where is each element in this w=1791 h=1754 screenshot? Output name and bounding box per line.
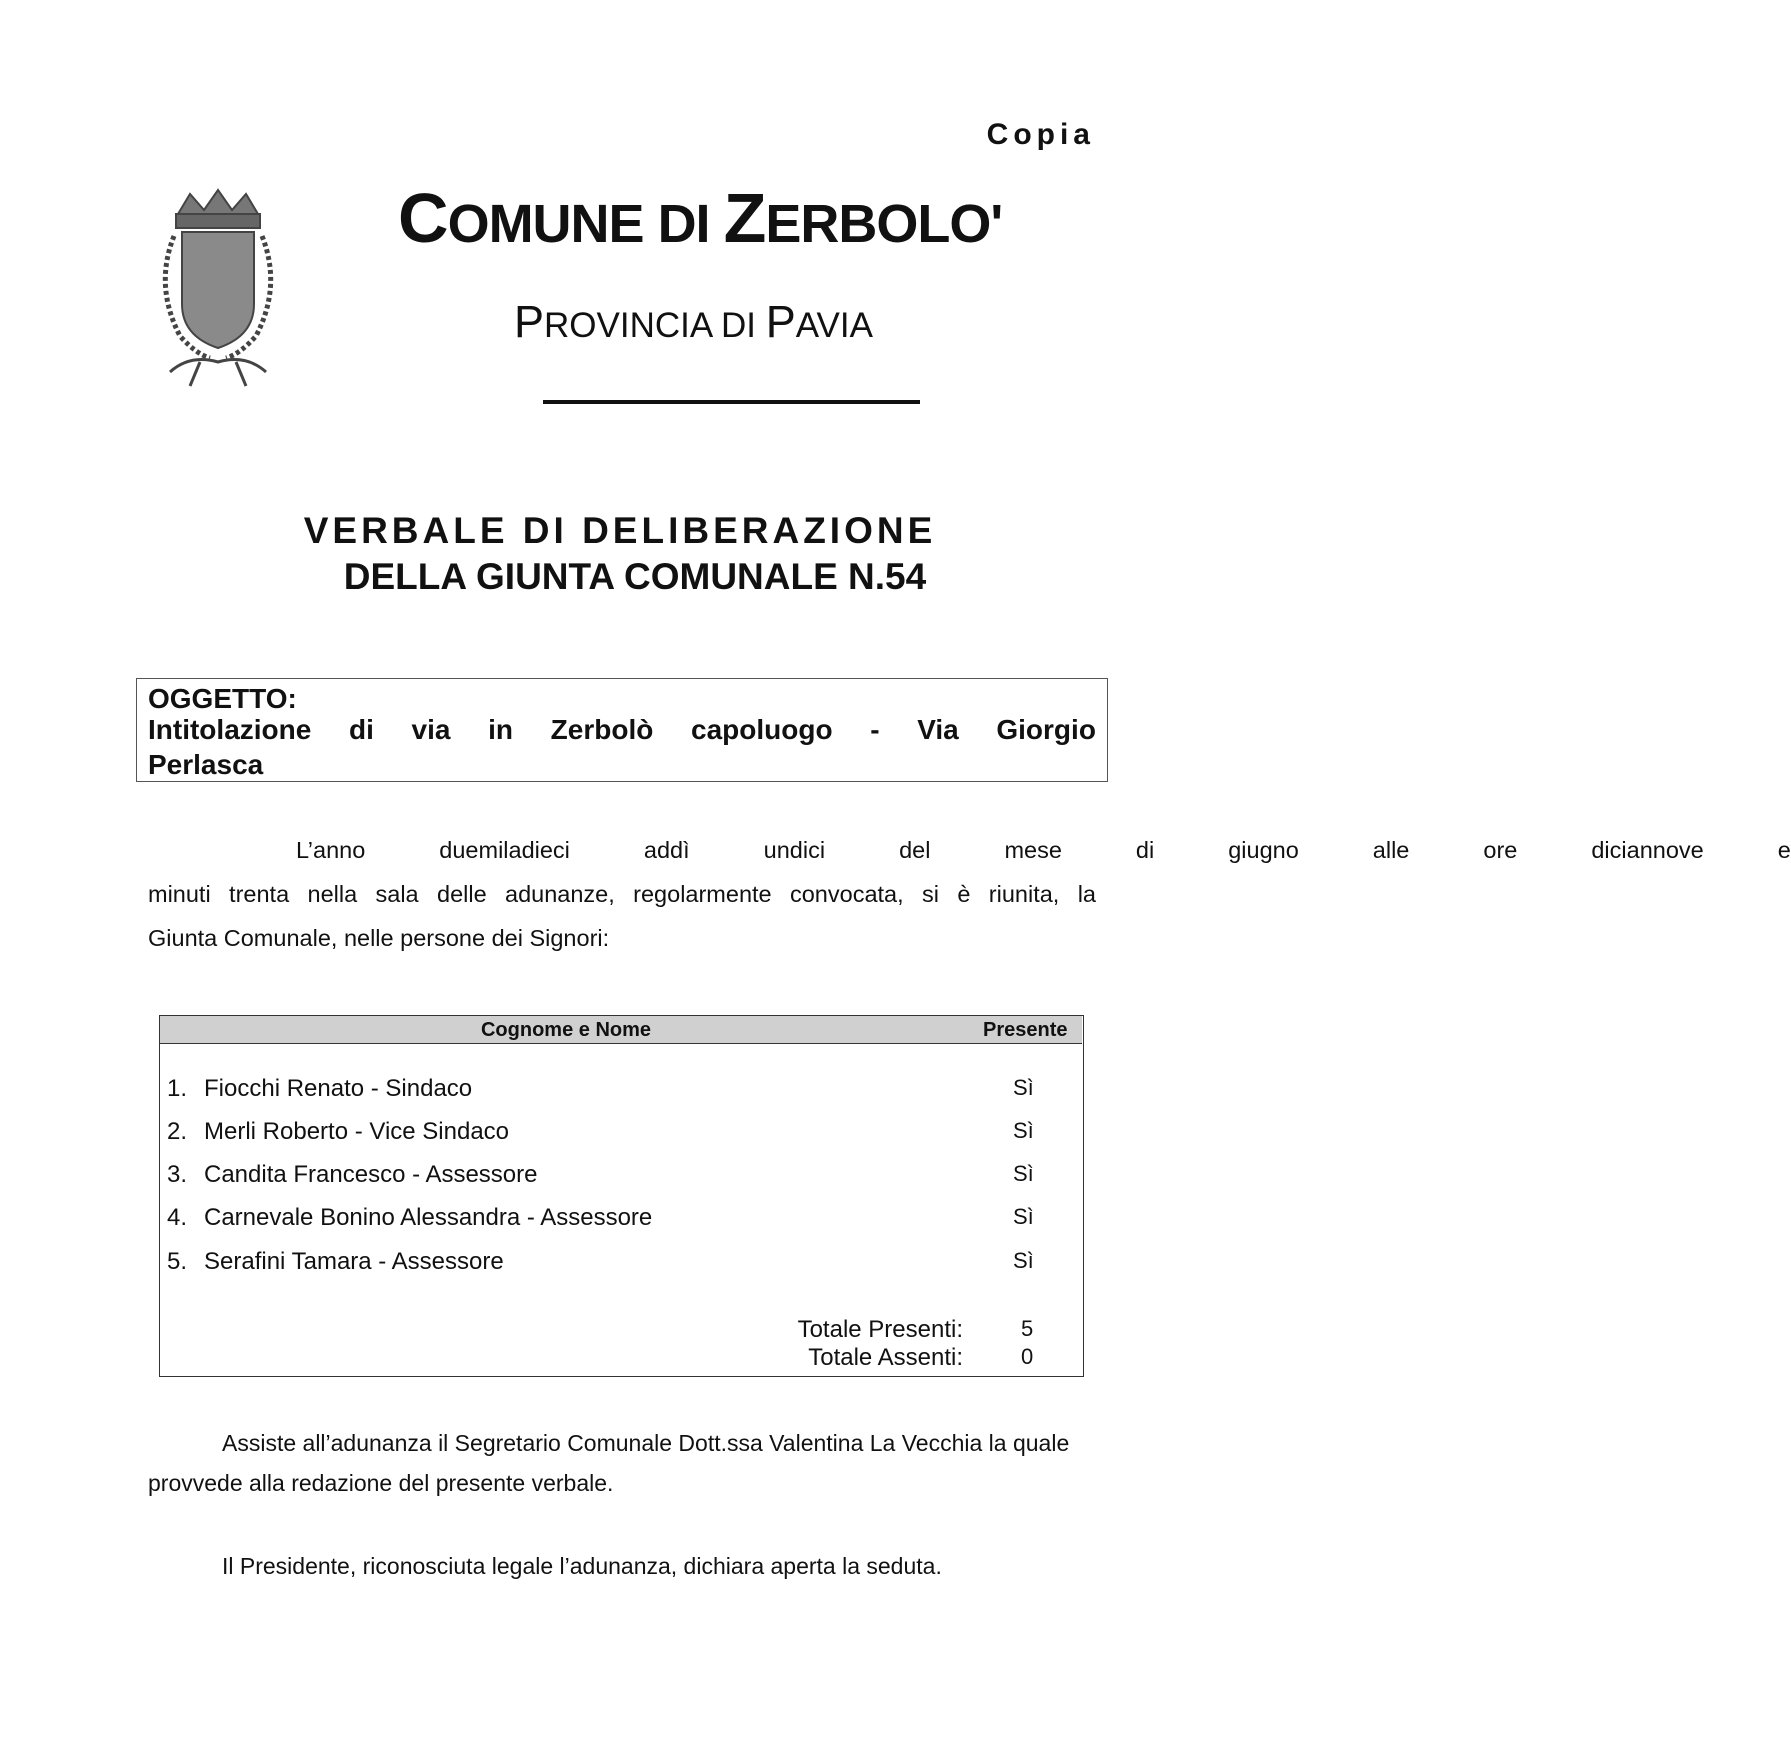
member-name: Serafini Tamara - Assessore: [204, 1248, 504, 1275]
member-present: Sì: [1013, 1248, 1034, 1273]
document-title-line2: DELLA GIUNTA COMUNALE N.54: [343, 556, 927, 597]
provincia-subtitle: PROVINCIA DI PAVIA: [514, 296, 873, 347]
header-name: Cognome e Nome: [480, 1019, 652, 1041]
coat-of-arms-icon: [150, 186, 286, 392]
segretario-line2: provvede alla redazione del presente verbale.: [148, 1470, 614, 1496]
document-title-line1: VERBALE DI DELIBERAZIONE: [303, 510, 937, 551]
row-number: 3.: [167, 1161, 188, 1188]
segretario-line1: Assiste all’adunanza il Segretario Comunale Dott.ssa Valentina La Vecchia la quale: [222, 1430, 1070, 1456]
row-number: 4.: [167, 1204, 188, 1231]
member-name: Candita Francesco - Assessore: [204, 1161, 538, 1188]
header-divider: [543, 400, 920, 404]
intro-paragraph: L’anno duemiladieci addì undici del mese di giugno alle ore diciannove e minuti trenta nella sala delle adunanze, regolarmente convocata, si è riunita, la Giunta Comunale, nelle persone dei Signori:: [148, 828, 1096, 960]
intro-line3: Giunta Comunale, nelle persone dei Signori:: [148, 925, 610, 951]
totale-presenti-label: Totale Presenti:: [797, 1316, 963, 1343]
member-name: Carnevale Bonino Alessandra - Assessore: [204, 1204, 653, 1231]
row-number: 1.: [167, 1075, 188, 1102]
presidente-paragraph: Il Presidente, riconosciuta legale l’adunanza, dichiara aperta la seduta.: [222, 1553, 942, 1579]
segretario-paragraph: [148, 1423, 1096, 1503]
totale-presenti-value: 5: [1021, 1316, 1034, 1341]
totale-assenti-label: Totale Assenti:: [808, 1344, 963, 1371]
copy-label: Copia: [986, 118, 1095, 151]
member-present: Sì: [1013, 1075, 1034, 1100]
member-name: Fiocchi Renato - Sindaco: [204, 1075, 473, 1102]
oggetto-text-line2: Perlasca: [148, 749, 264, 780]
member-present: Sì: [1013, 1161, 1034, 1186]
header-present: Presente: [983, 1019, 1068, 1041]
oggetto-label: OGGETTO:: [148, 683, 297, 714]
row-number: 5.: [167, 1248, 188, 1275]
member-present: Sì: [1013, 1204, 1034, 1229]
totale-assenti-value: 0: [1021, 1344, 1034, 1369]
oggetto-text-line1: Intitolazione di via in Zerbolò capoluogo - Via Giorgio: [148, 714, 1096, 745]
row-number: 2.: [167, 1118, 188, 1145]
member-name: Merli Roberto - Vice Sindaco: [204, 1118, 510, 1145]
comune-title: COMUNE DI ZERBOLO': [398, 179, 1003, 257]
member-present: Sì: [1013, 1118, 1034, 1143]
